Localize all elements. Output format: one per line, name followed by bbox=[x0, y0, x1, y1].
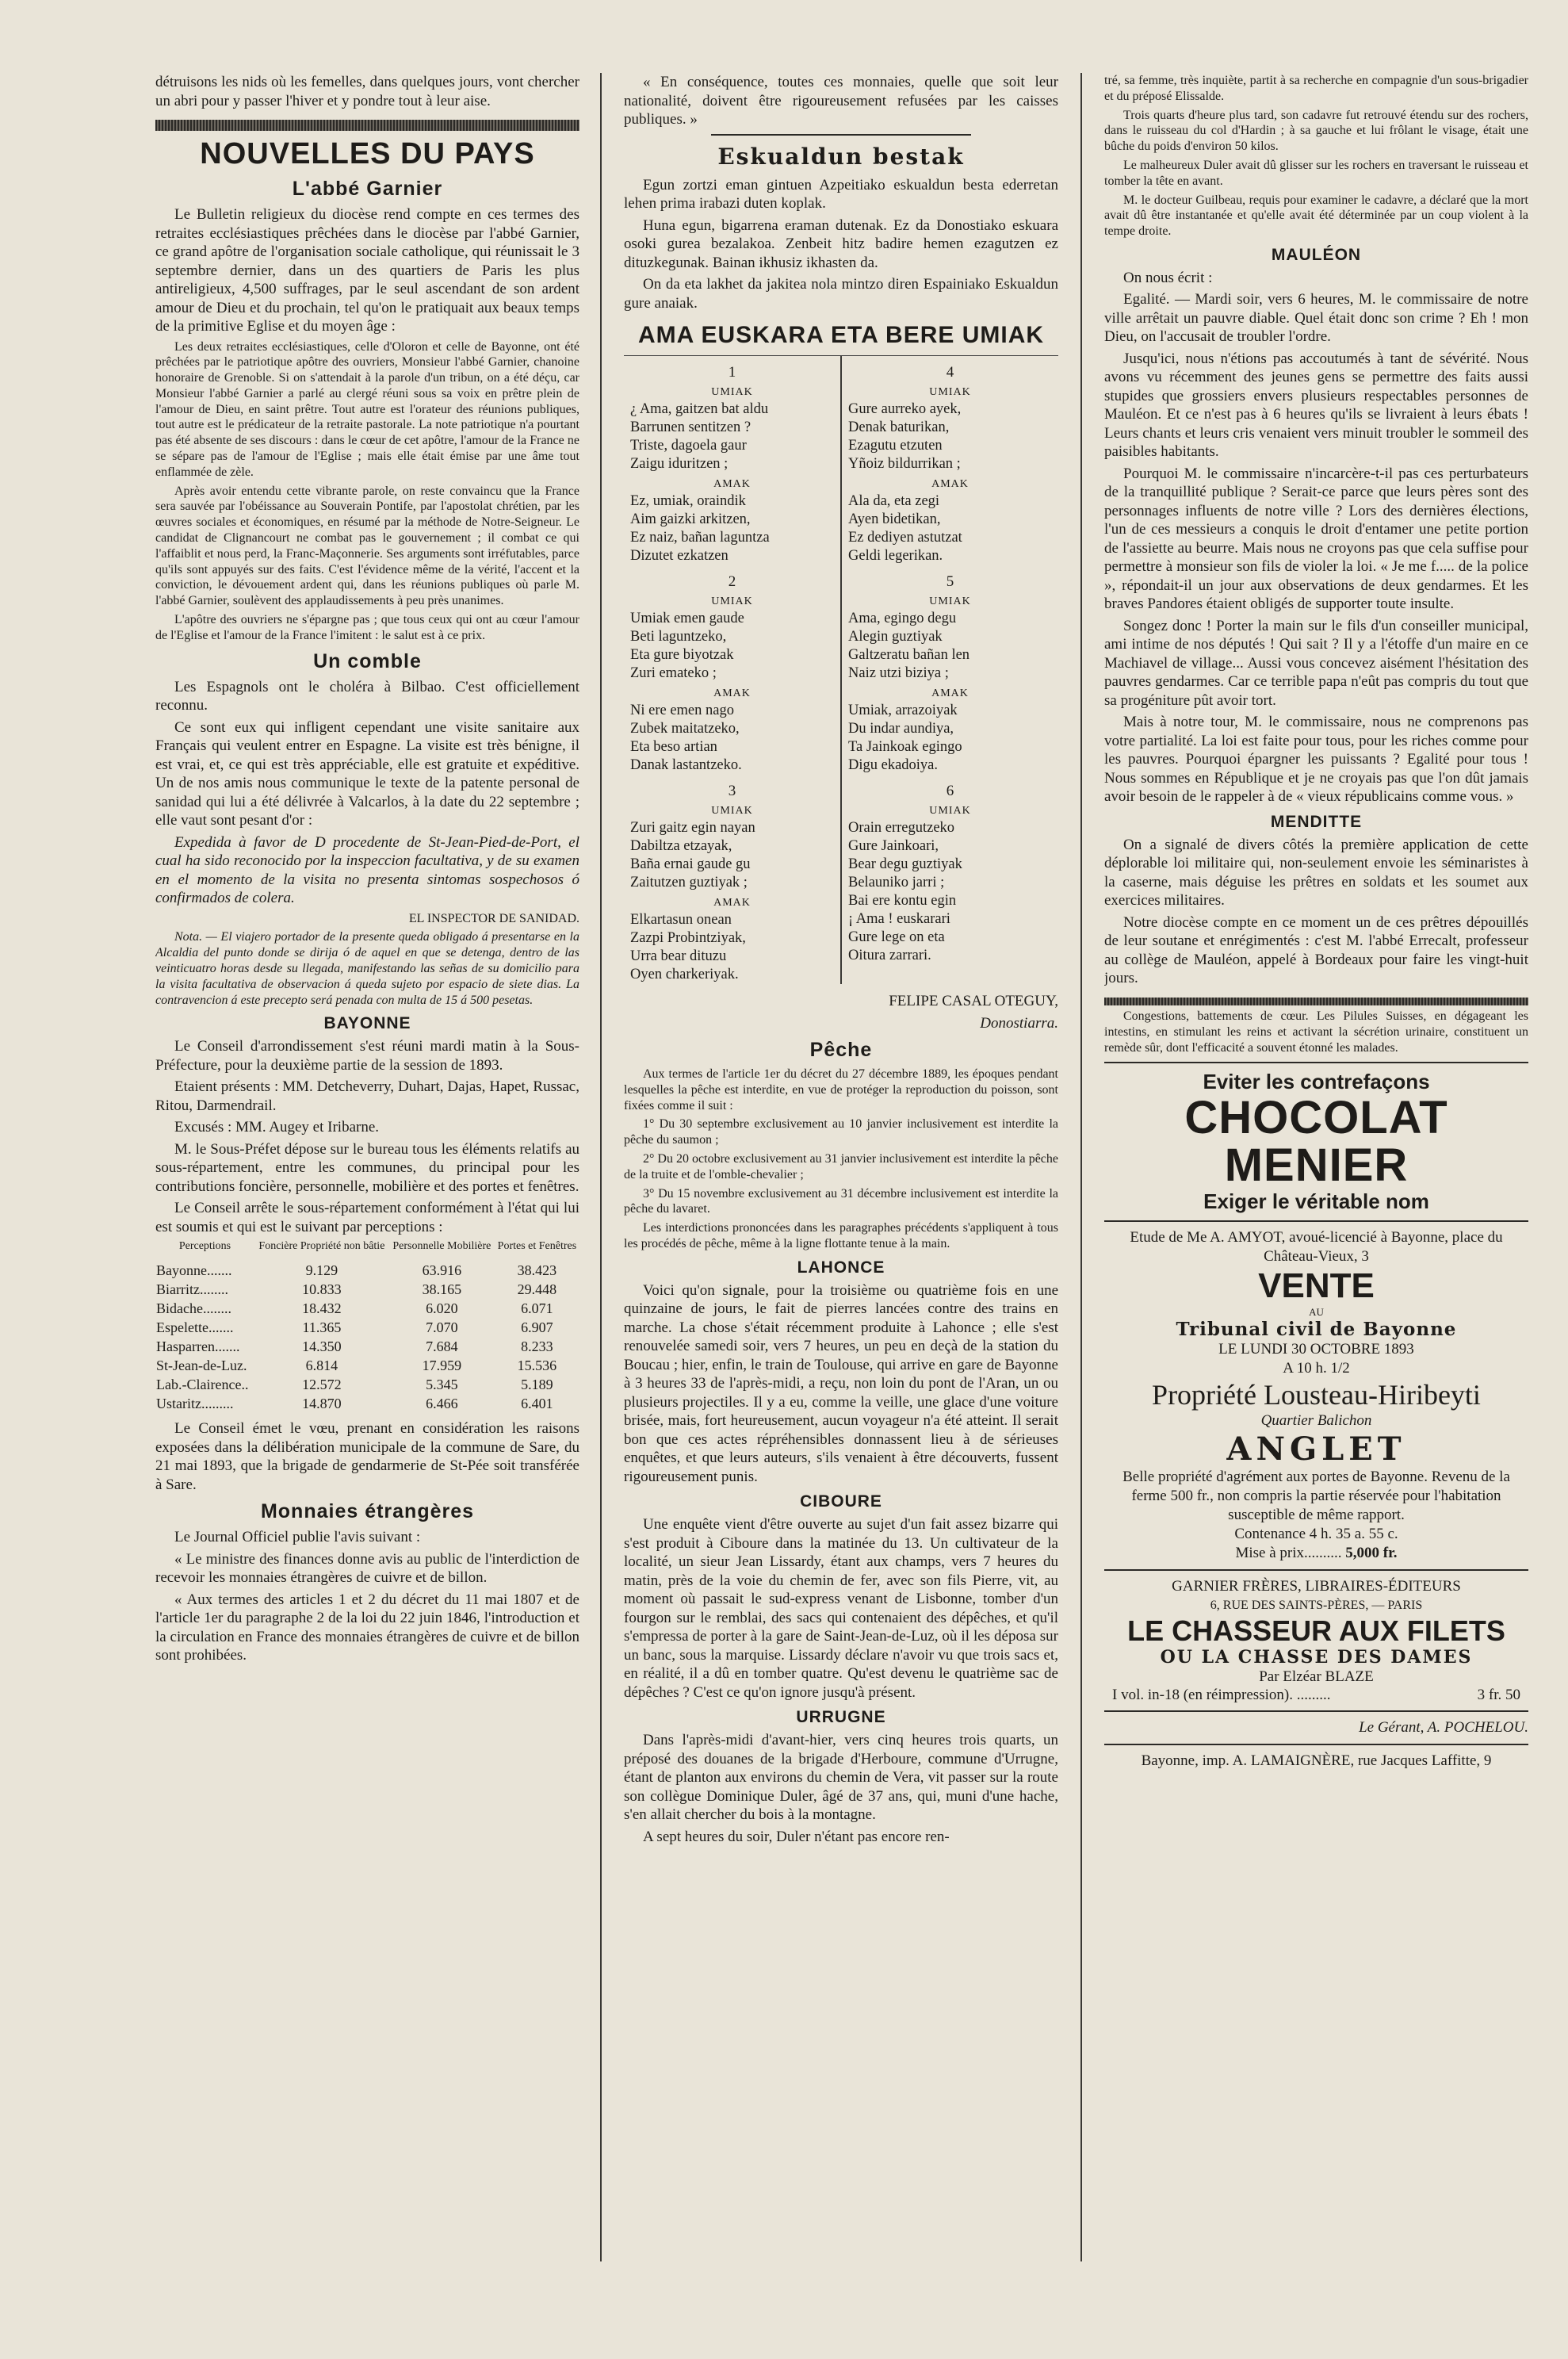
article-paragraph: Dans l'après-midi d'avant-hier, vers cinq heures trois quarts, un préposé des douanes de la brigade d'Herboure, commune d'Urrugne, étant de planton aux environs du chemin de Vera, vit passer sur la route son collègue Dominique Duler, âgé de 37 ans, qui, muni d'une hache, s'en allait chercher du bois à la montagne. bbox=[624, 1732, 1058, 1824]
stanza-number: 4 bbox=[946, 364, 954, 381]
stanza-speaker: AMAK bbox=[931, 687, 969, 699]
advert-line: Eviter les contrefaçons bbox=[1203, 1070, 1430, 1094]
article-paragraph: 1° Du 30 septembre exclusivement au 10 janvier inclusivement est interdite la pêche du saumon ; bbox=[624, 1117, 1058, 1147]
article-paragraph: M. le docteur Guilbeau, requis pour examiner le cadavre, a déclaré que la mort avait dû être instantanée et qu'elle avait été déterminée par un coup violent à la tempe droite. bbox=[1104, 193, 1528, 239]
table-cell: 18.432 bbox=[302, 1300, 342, 1317]
verse-line: Zaitutzen guztiyak ; bbox=[630, 875, 748, 890]
article-title: Eskualdun bestak bbox=[717, 143, 965, 170]
verse-line: Urra bear dituzu bbox=[630, 948, 727, 964]
section-banner bbox=[155, 120, 579, 131]
quote-paragraph: Expedida à favor de D procedente de St-Jean-Pied-de-Port, el cual ha sido reconocido por la inspeccion facultativa, y de su examen en el momento de la visita no presenta sintomas sospechosos ó confirmados de colera. bbox=[155, 833, 579, 907]
table-cell: 11.365 bbox=[302, 1319, 342, 1336]
article-paragraph: Ce sont eux qui infligent cependant une visite sanitaire aux Français qui veulent entrer en Espagne. La visite est très bénigne, il est vrai, et, ce qui est très appréciable, elle est gratuite et expéditive. Un de nos amis nous communique le texte de la patente personal de sanidad qui lui a été délivrée à Valcarlos, à la date du 22 septembre ; elle vaut sont pesant d'or : bbox=[155, 718, 579, 829]
advert-heading: VENTE bbox=[1258, 1266, 1375, 1306]
advert-chocolat bbox=[1104, 1070, 1528, 1214]
verse-line: Ez, umiak, oraindik bbox=[630, 493, 746, 509]
advert-line: A 10 h. 1/2 bbox=[1283, 1360, 1350, 1377]
verse-line: Zubek maitatzeko, bbox=[630, 721, 740, 737]
verse-line: Dizutet ezkatzen bbox=[630, 548, 729, 564]
article-paragraph: Une enquête vient d'être ouverte au sujet d'un fait assez bizarre qui s'est produit à Ciboure dans la matinée du 13. Un cultivateur de la localité, un sieur Jean Lissardy, étant aux champs, vers 7 heures du matin, près de la voie du chemin de fer, avec son fils Pierre, vit, au moment où passait le sud-express venant de Lisbonne, tomber d'un fourgon sur le remblai, des sacs qui contenaient des dépêches, et qu'il s'empressa de porter à la gare de Saint-Jean-de-Luz, où il les déposa sur un banc, sous la marquise. Lissardy déclare n'avoir vu que trois sacs et, en réalité, il a dû en tomber quatre. Qu'est devenu le quatrième sac de dépêches ? C'est ce qu'on ignore jusqu'à présent. bbox=[624, 1516, 1058, 1701]
article-paragraph: « Le ministre des finances donne avis au public de l'interdiction de recevoir les monnaies étrangères de cuivre et de billon. bbox=[155, 1550, 579, 1587]
article-paragraph: Huna egun, bigarrena eraman dutenak. Ez da Donostiako eskuara osoki gurea bezalakoa. Zenbeit hitz badire hemen ezagutzen ez dituzkegunak. Bainan ikhusiz ikhasten da. bbox=[624, 216, 1058, 271]
article-paragraph: Pourquoi M. le commissaire n'incarcère-t-il pas ces perturbateurs de la tranquillité publique ? Serait-ce parce que leurs pères sont des personnages influents de notre ville ? Lors des dernières élections, l'un de ces messieurs a conquis le droit d'entamer une petite portion de l'assiette au beurre. Mais nous ne croyons pas que cela suffise pour permettre à monsieur son fils de violer la loi. « Je me f..... de la police », répondait-il un jour aux observations de deux gendarmes. Et les braves Pandores étaient obligés de supporter toute insulte. bbox=[1104, 465, 1528, 613]
verse-line: Digu ekadoiya. bbox=[848, 757, 939, 773]
advert-line: AU bbox=[1309, 1306, 1324, 1319]
article-paragraph: « Aux termes des articles 1 et 2 du décret du 11 mai 1807 et de l'article 1er du paragraphe 2 de la loi du 22 juin 1846, l'introduction et la circulation en France des monnaies étrangères de cuivre et de billon sont prohibées. bbox=[155, 1591, 579, 1664]
table-row bbox=[155, 1337, 579, 1356]
table-row bbox=[155, 1375, 579, 1394]
poem-place: Donostiarra. bbox=[980, 1014, 1058, 1032]
stanza-speaker: AMAK bbox=[713, 897, 751, 909]
verse-line: Eta beso artian bbox=[630, 739, 717, 755]
article-paragraph: Les deux retraites ecclésiastiques, celle d'Oloron et celle de Bayonne, ont été prêchées par le patriotique apôtre des ouvriers, Monsieur l'abbé Garnier, chanoine honoraire de Grenoble. Si on s'attendait à la parole d'un tribun, on a été déçu, car Monsieur l'abbé Garnier a parlé au clergé réuni sous sa voix en prêtre plein de l'amour de Dieu, en saint prêtre. Tout autre est l'orateur des réunions publiques, tout autre est le prédicateur de la retraite pastorale. La note patriotique n'a pourtant pas été absente de ses discours : dans le cœur de cet apôtre, l'amour de la France ne se sépare pas de l'amour de l'Eglise ; mais elle était émise par une âme tout enflammée de zèle. bbox=[155, 339, 579, 479]
verse-line: Denak baturikan, bbox=[848, 419, 950, 435]
article-paragraph: Egalité. — Mardi soir, vers 6 heures, M. le commissaire de notre ville arrêtait un pauvre diable. Quel était donc son crime ? Eh ! mon Dieu, on l'accusait de troubler l'ordre. bbox=[1104, 291, 1528, 346]
advert-label: Mise à prix.......... bbox=[1235, 1545, 1342, 1562]
verse-line: Naiz utzi biziya ; bbox=[848, 665, 949, 681]
stanza-number: 6 bbox=[946, 783, 954, 799]
article-paragraph: Notre diocèse compte en ce moment un de ces prêtres dépouillés de leur soutane et enrégimentés : c'est M. l'abbé Errecalt, professeur au collège de Mauléon, appelé à Bordeaux pour faire les vingt-huit jours. bbox=[1104, 913, 1528, 987]
article-paragraph: Etaient présents : MM. Detcheverry, Duhart, Dajas, Hapet, Russac, Ritou, Darmendrail. bbox=[155, 1078, 579, 1114]
advert-line: Quartier Balichon bbox=[1260, 1412, 1372, 1430]
article-title: BAYONNE bbox=[323, 1014, 411, 1033]
verse-line: Baña ernai gaude gu bbox=[630, 856, 751, 872]
divider bbox=[1104, 1062, 1528, 1063]
verse-line: Yñoiz bildurrikan ; bbox=[848, 456, 961, 472]
signature: EL INSPECTOR DE SANIDAD. bbox=[408, 911, 579, 925]
verse-line: Bear degu guztiyak bbox=[848, 856, 962, 872]
verse-line: Ez dediyen astutzat bbox=[848, 530, 962, 546]
verse-line: Alegin guztiyak bbox=[848, 629, 943, 645]
table-cell: 7.684 bbox=[426, 1338, 458, 1355]
article-paragraph: 2° Du 20 octobre exclusivement au 31 janvier inclusivement est interdite la pêche de la truite et de l'omble-chevalier ; bbox=[624, 1151, 1058, 1181]
verse-line: Elkartasun onean bbox=[630, 912, 732, 928]
advert-line: Par Elzéar BLAZE bbox=[1259, 1668, 1374, 1686]
article-paragraph: 3° Du 15 novembre exclusivement au 31 décembre inclusivement est interdite la pêche du lavaret. bbox=[624, 1186, 1058, 1216]
article-paragraph: Le Journal Officiel publie l'avis suivant : bbox=[174, 1529, 421, 1546]
stanza-speaker: UMIAK bbox=[929, 595, 971, 607]
advert-line: GARNIER FRÈRES, LIBRAIRES-ÉDITEURS bbox=[1172, 1578, 1461, 1595]
table-cell: 7.070 bbox=[426, 1319, 458, 1336]
verse-line: Barrunen sentitzen ? bbox=[630, 419, 751, 435]
article-title: Pêche bbox=[809, 1039, 873, 1061]
gerant: Le Gérant, A. POCHELOU. bbox=[1359, 1719, 1528, 1737]
verse-line: Ezagutu etzuten bbox=[848, 438, 943, 454]
advert-property: Propriété Lousteau-Hiribeyti bbox=[1152, 1379, 1481, 1411]
verse-line: Aim gaizki arkitzen, bbox=[630, 511, 751, 527]
article-title: Monnaies étrangères bbox=[260, 1500, 475, 1523]
stanza-speaker: UMIAK bbox=[929, 386, 971, 398]
advert-line: Belle propriété d'agrément aux portes de Bayonne. Revenu de la ferme 500 fr., non compris la partie réservée pour l'habitation susceptible de même rapport. bbox=[1122, 1469, 1510, 1524]
verse-line: Zaigu iduritzen ; bbox=[630, 456, 729, 472]
table-cell: 29.448 bbox=[517, 1281, 557, 1298]
table-cell: 6.071 bbox=[521, 1300, 553, 1317]
advert-line: OU LA CHASSE DES DAMES bbox=[1160, 1647, 1473, 1668]
advert-line: Contenance 4 h. 35 a. 55 c. bbox=[1234, 1526, 1398, 1543]
advert-line: Tribunal civil de Bayonne bbox=[1176, 1319, 1457, 1341]
table-cell: Hasparren....... bbox=[156, 1338, 240, 1355]
verse-line: Gure lege on eta bbox=[848, 929, 945, 945]
table-cell: 5.345 bbox=[426, 1377, 458, 1393]
stanza-speaker: AMAK bbox=[931, 478, 969, 490]
table-header: Portes et Fenêtres bbox=[497, 1240, 577, 1253]
table-cell: 38.423 bbox=[517, 1262, 557, 1279]
verse-line: Ala da, eta zegi bbox=[848, 493, 940, 509]
divider bbox=[1104, 1744, 1528, 1745]
advert-vente bbox=[1104, 1228, 1528, 1563]
article-paragraph: Songez donc ! Porter la main sur le fils d'un conseiller municipal, ami intime de nos députés ! Qui sait ? Il y a l'étoffe d'un maire en ce Machiavel de village... Aussi vous concevez aisément l'hésitation des pauvres gendarmes. Car ce terrible papa n'eût pas compris du tout que sa progéniture pût avoir tort. bbox=[1104, 617, 1528, 709]
advert-format: I vol. in-18 (en réimpression). ......... bbox=[1112, 1687, 1331, 1704]
divider bbox=[1104, 1569, 1528, 1571]
stanza-speaker: UMIAK bbox=[711, 805, 753, 817]
verse-line: Orain erregutzeko bbox=[848, 820, 955, 836]
article-paragraph: tré, sa femme, très inquiète, partit à sa recherche en compagnie d'un sous-brigadier et du préposé Elissalde. bbox=[1104, 74, 1528, 103]
advert-heading: LE CHASSEUR AUX FILETS bbox=[1127, 1614, 1505, 1648]
table-cell: 6.814 bbox=[305, 1358, 338, 1374]
table-cell: St-Jean-de-Luz. bbox=[156, 1358, 247, 1374]
table-cell: 9.129 bbox=[305, 1262, 338, 1279]
article-paragraph: Le Conseil émet le vœu, prenant en considération les raisons exposées dans la délibération municipale de la commune de Sare, du 21 mai 1893, que la brigade de gendarmerie de St-Pée soit transférée à Sare. bbox=[155, 1420, 579, 1493]
table-cell: 14.870 bbox=[302, 1396, 342, 1412]
article-paragraph: Voici qu'on signale, pour la troisième ou quatrième fois en une quinzaine de jours, le fait de pierres lancées contre des trains en marche. La chose s'était récemment produite à Lahonce ; elle s'est renouvelée samedi soir, vers 7 heures, un peu en deçà de la station du Boucau ; hier, enfin, le train de Toulouse, qui arrive en gare de Bayonne à 3 heures 33 de l'après-midi, a reçu, non loin du pont de l'Aran, un ou plusieurs projectiles. Il y a eu, comme la veille, une glace d'une voiture brisée, mais, fort heureusement, aucun voyageur n'a été atteint. Il serait bon que ces actes répréhensibles donnassent lieu à de sérieuses enquêtes, et que leurs auteurs, s'ils venaient à être découverts, fussent rigoureusement punis. bbox=[624, 1281, 1058, 1485]
verse-line: Du indar aundiya, bbox=[848, 721, 954, 737]
perceptions-table bbox=[155, 1239, 579, 1413]
table-cell: 8.233 bbox=[521, 1338, 553, 1355]
nota-paragraph: Nota. — El viajero portador de la presente queda obligado á presentarse en la Alcaldia del punto donde se dirija ó de aquel en que se detenga, dentro de las veinticuatro horas desde su llegada, manifestando las señas de su domicilio para la visita facultativa de observacion á queda sujeto por espacio de siete dias. La contravencion á este precepto será penada con multa de 15 á 500 pesetas. bbox=[155, 930, 579, 1007]
table-cell: 12.572 bbox=[302, 1377, 342, 1393]
advert-line bbox=[1104, 1687, 1528, 1704]
table-row bbox=[155, 1280, 579, 1299]
article-paragraph: Les Espagnols ont le choléra à Bilbao. C'est officiellement reconnu. bbox=[155, 678, 579, 714]
verse-line: Zuri gaitz egin nayan bbox=[630, 820, 755, 836]
table-cell: Lab.-Clairence.. bbox=[156, 1377, 249, 1393]
table-header: Personnelle Mobilière bbox=[392, 1240, 491, 1253]
verse-line: Ama, egingo degu bbox=[848, 611, 957, 626]
table-header: Perceptions bbox=[178, 1240, 231, 1253]
stanza-speaker: UMIAK bbox=[711, 595, 753, 607]
article-paragraph: Egun zortzi eman gintuen Azpeitiako eskualdun besta ederretan lehen prima irabazi duten koplak. bbox=[624, 176, 1058, 212]
stanza-number: 3 bbox=[728, 783, 736, 799]
verse-line: Bai ere kontu egin bbox=[848, 893, 957, 909]
table-cell: 38.165 bbox=[422, 1281, 462, 1298]
article-paragraph: Le Conseil arrête le sous-répartement conformément à l'état qui lui est soumis et qui est le suivant par perceptions : bbox=[155, 1200, 579, 1235]
table-cell: 6.466 bbox=[426, 1396, 458, 1412]
table-cell: 6.401 bbox=[521, 1396, 553, 1412]
stanza-speaker: UMIAK bbox=[929, 805, 971, 817]
imprimerie: Bayonne, imp. A. LAMAIGNÈRE, rue Jacques Laffitte, 9 bbox=[1141, 1752, 1492, 1769]
table-cell: Ustaritz......... bbox=[156, 1396, 234, 1412]
table-cell: 17.959 bbox=[422, 1358, 462, 1374]
stanza-number: 2 bbox=[728, 573, 736, 590]
verse-line: Geldi legerikan. bbox=[848, 548, 943, 564]
article-title: L'abbé Garnier bbox=[292, 178, 443, 200]
advert-brand: CHOCOLAT bbox=[1184, 1092, 1448, 1144]
table-cell: 15.536 bbox=[517, 1358, 557, 1374]
column-left bbox=[155, 73, 579, 1668]
article-paragraph: Excusés : MM. Augey et Iribarne. bbox=[174, 1119, 380, 1136]
verse-line: Gure aurreko ayek, bbox=[848, 401, 962, 417]
table-row bbox=[155, 1356, 579, 1375]
verse-line: Eta gure biyotzak bbox=[630, 647, 734, 663]
verse-line: Triste, dagoela gaur bbox=[630, 438, 747, 454]
verse-line: Zuri emateko ; bbox=[630, 665, 717, 681]
article-title: URRUGNE bbox=[796, 1708, 886, 1727]
verse-line: Beti laguntzeko, bbox=[630, 629, 727, 645]
article-paragraph: Le malheureux Duler avait dû glisser sur les rochers en traversant le ruisseau et tomber la tête en avant. bbox=[1104, 158, 1528, 188]
divider bbox=[1104, 1710, 1528, 1712]
poem-author: FELIPE CASAL OTEGUY, bbox=[889, 993, 1058, 1009]
verse-line: Umiak, arrazoiyak bbox=[848, 703, 958, 718]
table-cell: Espelette....... bbox=[156, 1319, 234, 1336]
table-row bbox=[155, 1299, 579, 1318]
table-row bbox=[155, 1261, 579, 1280]
article-paragraph: L'apôtre des ouvriers ne s'épargne pas ; que tous ceux qui ont au cœur l'amour de l'Eglise et l'amour de la France l'imitent : le salut est à ce prix. bbox=[155, 613, 579, 642]
table-header: Foncière Propriété non bâtie bbox=[258, 1240, 385, 1253]
article-paragraph: Après avoir entendu cette vibrante parole, on reste convaincu que la France sera sauvée par l'obéissance au Souverain Pontife, par l'apostolat chrétien, par les œuvres sociales et économiques, en résumé par la méthode de Notre-Seigneur. Le candidat de Clignancourt ne combat pas le gouvernement ; il combat ce qui l'affaiblit et nous perd, la Franc-Maçonnerie. Ses arguments sont irréfutables, parce qu'ils sont appuyés sur des faits. C'est l'évidence même de la vérité, l'accent et la conviction, le dévouement ardent qui, dans les réunions publiques où parle M. l'abbé Garnier, soulèvent des applaudissements à peu près unanimes. bbox=[155, 484, 579, 608]
advert-price: 3 fr. 50 bbox=[1477, 1687, 1520, 1704]
advert-line: Exiger le véritable nom bbox=[1203, 1189, 1429, 1214]
table-cell: 10.833 bbox=[302, 1281, 342, 1298]
table-cell: Biarritz........ bbox=[156, 1281, 228, 1298]
article-paragraph: Jusqu'ici, nous n'étions pas accoutumés à tant de sévérité. Nous avons vu récemment des jeunes gens se permettre des faits aussi stupides que grossiers envers plusieurs respectables personnes de Mauléon. Et ce n'est pas à 6 heures qu'ils se livraient à leurs ébats ! Leurs chants et leurs cris venaient vers minuit troubler le sommeil des paisibles habitants. bbox=[1104, 350, 1528, 461]
verse-line: Danak lastantzeko. bbox=[630, 757, 742, 773]
divider bbox=[1104, 1220, 1528, 1222]
column-right bbox=[1104, 73, 1528, 1773]
verse-line: Dabiltza etzayak, bbox=[630, 838, 732, 854]
table-row bbox=[155, 1394, 579, 1413]
stanza-number: 1 bbox=[728, 364, 736, 381]
advert-line: 6, RUE DES SAINTS-PÈRES, — PARIS bbox=[1210, 1599, 1423, 1613]
table-cell: Bidache........ bbox=[156, 1300, 231, 1317]
verse-line: Umiak emen gaude bbox=[630, 611, 744, 626]
verse-line: Oyen charkeriyak. bbox=[630, 967, 739, 982]
section-title: NOUVELLES DU PAYS bbox=[200, 137, 535, 170]
table-cell: 14.350 bbox=[302, 1338, 342, 1355]
verse-line: Ta Jainkoak egingo bbox=[848, 739, 962, 755]
advert-town: ANGLET bbox=[1226, 1430, 1406, 1469]
stanza-speaker: AMAK bbox=[713, 687, 751, 699]
table-cell: 63.916 bbox=[422, 1262, 462, 1279]
article-paragraph: Aux termes de l'article 1er du décret du 27 décembre 1889, les époques pendant lesquelles la pêche est interdite, en vue de protéger la reproduction du poisson, sont fixées comme il suit : bbox=[624, 1067, 1058, 1112]
table-row bbox=[155, 1318, 579, 1337]
verse-line: Ez naiz, bañan laguntza bbox=[630, 530, 770, 546]
table-cell: 6.020 bbox=[426, 1300, 458, 1317]
column-rule bbox=[600, 73, 602, 2261]
article-paragraph: Le Conseil d'arrondissement s'est réuni mardi matin à la Sous-Préfecture, pour la deuxième partie de la session de 1893. bbox=[155, 1038, 579, 1074]
verse-line: Belauniko jarri ; bbox=[848, 875, 945, 890]
column-middle bbox=[624, 73, 1058, 1849]
table-cell: Bayonne....... bbox=[156, 1262, 232, 1279]
article-title: MAULÉON bbox=[1271, 245, 1362, 264]
stanza-speaker: AMAK bbox=[713, 478, 751, 490]
table-cell: 6.907 bbox=[521, 1319, 553, 1336]
advert-line: Etude de Me A. AMYOT, avoué-licencié à Bayonne, place du Château-Vieux, 3 bbox=[1130, 1229, 1503, 1266]
advert-brand: MENIER bbox=[1224, 1139, 1409, 1192]
article-title: LAHONCE bbox=[797, 1258, 885, 1277]
advert-pilules: Congestions, battements de cœur. Les Pilules Suisses, en dégageant les intestins, en stimulant les reins et activant la sécrétion urinaire, constituent un remède sûr, dont l'efficacité a souvent étonné les malades. bbox=[1104, 1009, 1528, 1055]
article-paragraph: Mais à notre tour, M. le commissaire, nous ne comprenons pas votre partialité. La loi est faite pour tous, pour les riches comme pour les pauvres. Pourquoi épargner les puissants ? Egalité pour tous ! Nous sommes en République et je ne croyais pas que l'on dût jamais avoir besoin de le rappeler à de « vieux républicains comme vous. » bbox=[1104, 714, 1528, 806]
article-title: MENDITTE bbox=[1270, 812, 1363, 831]
verse-line: Oitura zarrari. bbox=[848, 948, 931, 963]
article-title: Un comble bbox=[313, 649, 422, 672]
advert-line: LE LUNDI 30 OCTOBRE 1893 bbox=[1218, 1341, 1414, 1358]
stanza-speaker: UMIAK bbox=[711, 386, 753, 398]
article-paragraph: On nous écrit : bbox=[1123, 269, 1213, 286]
article-paragraph: « En conséquence, toutes ces monnaies, quelle que soit leur nationalité, doivent être rigoureusement refusées par les caisses publiques. » bbox=[624, 74, 1058, 128]
section-banner bbox=[1104, 998, 1528, 1005]
article-paragraph: On da eta lakhet da jakitea nola mintzo diren Espainiako Eskualdun gure anaiak. bbox=[624, 276, 1058, 312]
verse-line: Galtzeratu bañan len bbox=[848, 647, 970, 663]
advert-price: 5,000 fr. bbox=[1345, 1545, 1398, 1562]
advert-line bbox=[1104, 1544, 1528, 1563]
column-rule bbox=[1080, 73, 1082, 2261]
advert-garnier bbox=[1104, 1577, 1528, 1704]
poem-column-left bbox=[624, 356, 840, 984]
poem-title: AMA EUSKARA ETA BERE UMIAK bbox=[637, 322, 1045, 348]
article-paragraph: Les interdictions prononcées dans les paragraphes précédents s'appliquent à tous les procédés de pêche, même à la ligne flottante tenue à la main. bbox=[624, 1221, 1058, 1250]
poem-column-right bbox=[840, 356, 1058, 984]
verse-line: ¿ Ama, gaitzen bat aldu bbox=[630, 401, 769, 417]
article-paragraph: M. le Sous-Préfet dépose sur le bureau tous les éléments relatifs au sous-répartement, entre les communes, du principal pour les contributions foncière, personnelle, mobilière et des portes et fenêtres. bbox=[155, 1140, 579, 1195]
verse-line: Ayen bidetikan, bbox=[848, 511, 941, 527]
intro-paragraph: détruisons les nids où les femelles, dans quelques jours, vont chercher un abri pour y passer l'hiver et y pondre tout à leur aise. bbox=[155, 74, 579, 109]
verse-line: Gure Jainkoari, bbox=[848, 838, 939, 854]
verse-line: Zazpi Probintziyak, bbox=[630, 930, 746, 946]
divider bbox=[711, 134, 972, 136]
article-paragraph: Le Bulletin religieux du diocèse rend compte en ces termes des retraites ecclésiastiques prêchées dans le diocèse par l'abbé Garnier, ce grand apôtre de l'organisation sociale catholique, qui réunissait le 3 septembre dernier, dans un des quartiers de Paris les plus antireligieux, 4,500 suffrages, par le seul ascendant de son ardent amour de Dieu et du prochain, tel qu'on le pratiquait aux beaux temps de la primitive Eglise et du moyen âge : bbox=[155, 206, 579, 335]
table-cell: 5.189 bbox=[521, 1377, 553, 1393]
verse-line: ¡ Ama ! euskarari bbox=[848, 911, 950, 927]
article-title: CIBOURE bbox=[800, 1492, 882, 1511]
stanza-number: 5 bbox=[946, 573, 954, 590]
article-paragraph: A sept heures du soir, Duler n'étant pas encore ren- bbox=[643, 1828, 950, 1845]
verse-line: Ni ere emen nago bbox=[630, 703, 734, 718]
article-paragraph: Trois quarts d'heure plus tard, son cadavre fut retrouvé étendu sur des rochers, dans le ruisseau du col d'Hardin ; à sa gauche et lui frôlant le visage, était une bûche du poids d'environ 50 kilos. bbox=[1104, 108, 1528, 154]
poem-columns bbox=[624, 355, 1058, 984]
article-paragraph: On a signalé de divers côtés la première application de cette déplorable loi militaire qui, non-seulement envoie les séminaristes à la caserne, mais déguise les prêtres en soldats et les soumet aux exercices militaires. bbox=[1104, 836, 1528, 910]
